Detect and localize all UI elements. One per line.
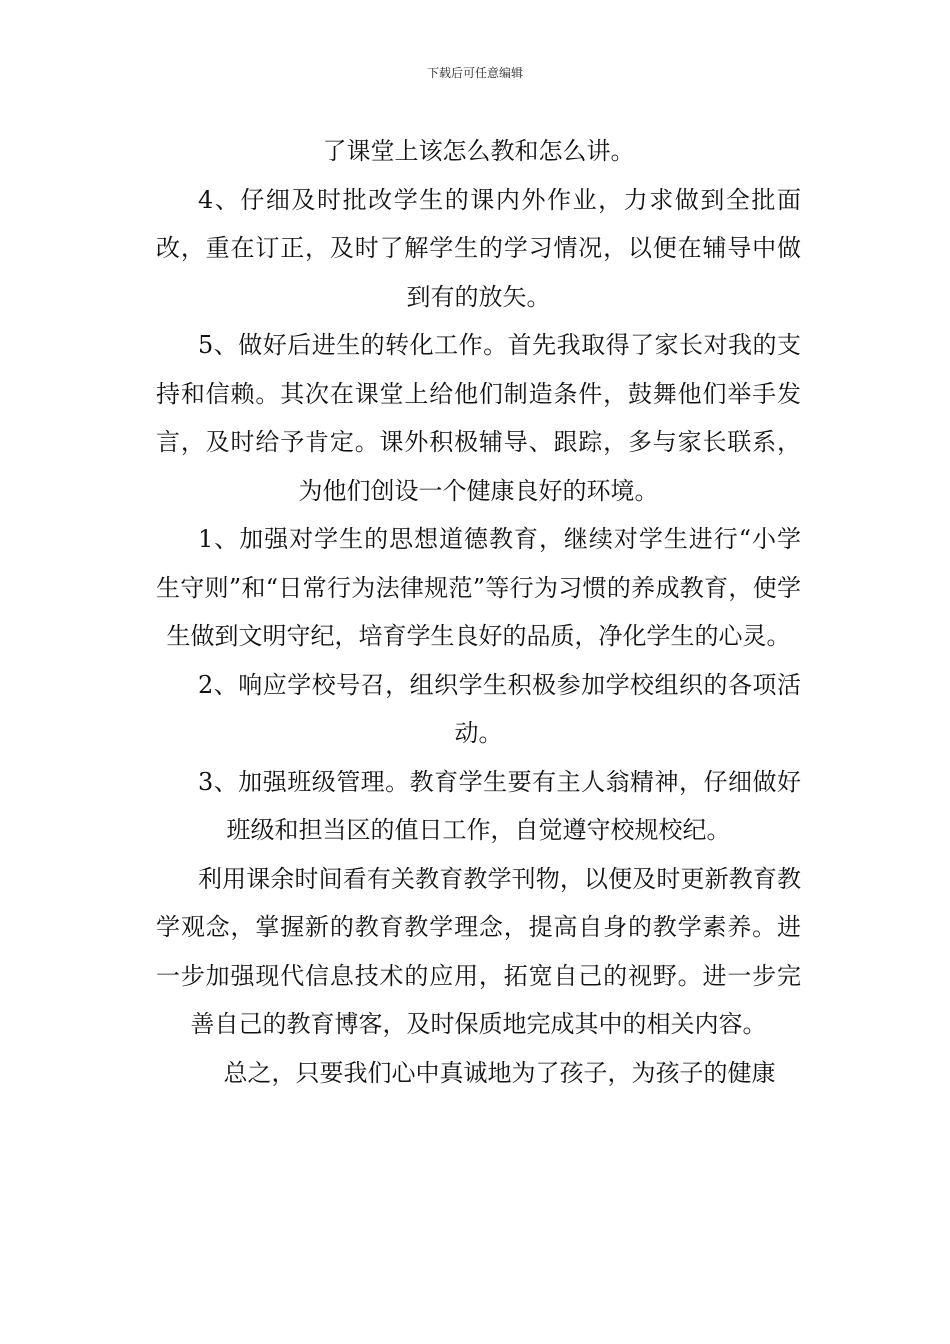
- paragraph-item-4-homework: 4、仔细及时批改学生的课内外作业，力求做到全批面改，重在订正，及时了解学生的学习情况，以便在辅导中做到有的放矢。: [156, 185, 801, 311]
- paragraph-item-1-moral-education: 1、加强对学生的思想道德教育，继续对学生进行“小学生守则”和“日常行为法律规范”等行为习惯的养成教育，使学生做到文明守纪，培育学生良好的品质，净化学生的心灵。: [156, 525, 801, 650]
- paragraph-conclusion: 总之，只要我们心中真诚地为了孩子，为孩子的健康: [223, 1058, 776, 1087]
- paragraph-item-3-class-management: 3、加强班级管理。教育学生要有主人翁精神，仔细做好班级和担当区的值日工作，自觉遵守校规校纪。: [198, 767, 801, 844]
- paragraph-item-5-struggling-students: 5、做好后进生的转化工作。首先我取得了家长对我的支持和信赖。其次在课堂上给他们制造条件，鼓舞他们举手发言，及时给予肯定。课外积极辅导、跟踪，多与家长联系，为他们创设一个健康良好的环境。: [156, 331, 801, 505]
- paragraph-self-improvement: 利用课余时间看有关教育教学刊物，以便及时更新教育教学观念，掌握新的教育教学理念，提高自身的教学素养。进一步加强现代信息技术的应用，拓宽自己的视野。进一步完善自己的教育博客，及时保质地完成其中的相关内容。: [156, 864, 801, 1038]
- paragraph-continuation: 了课堂上该怎么教和怎么讲。: [322, 137, 635, 165]
- page-header: 下载后可任意编辑: [426, 66, 523, 80]
- paragraph-item-2-activities: 2、响应学校号召，组织学生积极参加学校组织的各项活动。: [198, 670, 801, 747]
- document-body: [156, 127, 801, 1097]
